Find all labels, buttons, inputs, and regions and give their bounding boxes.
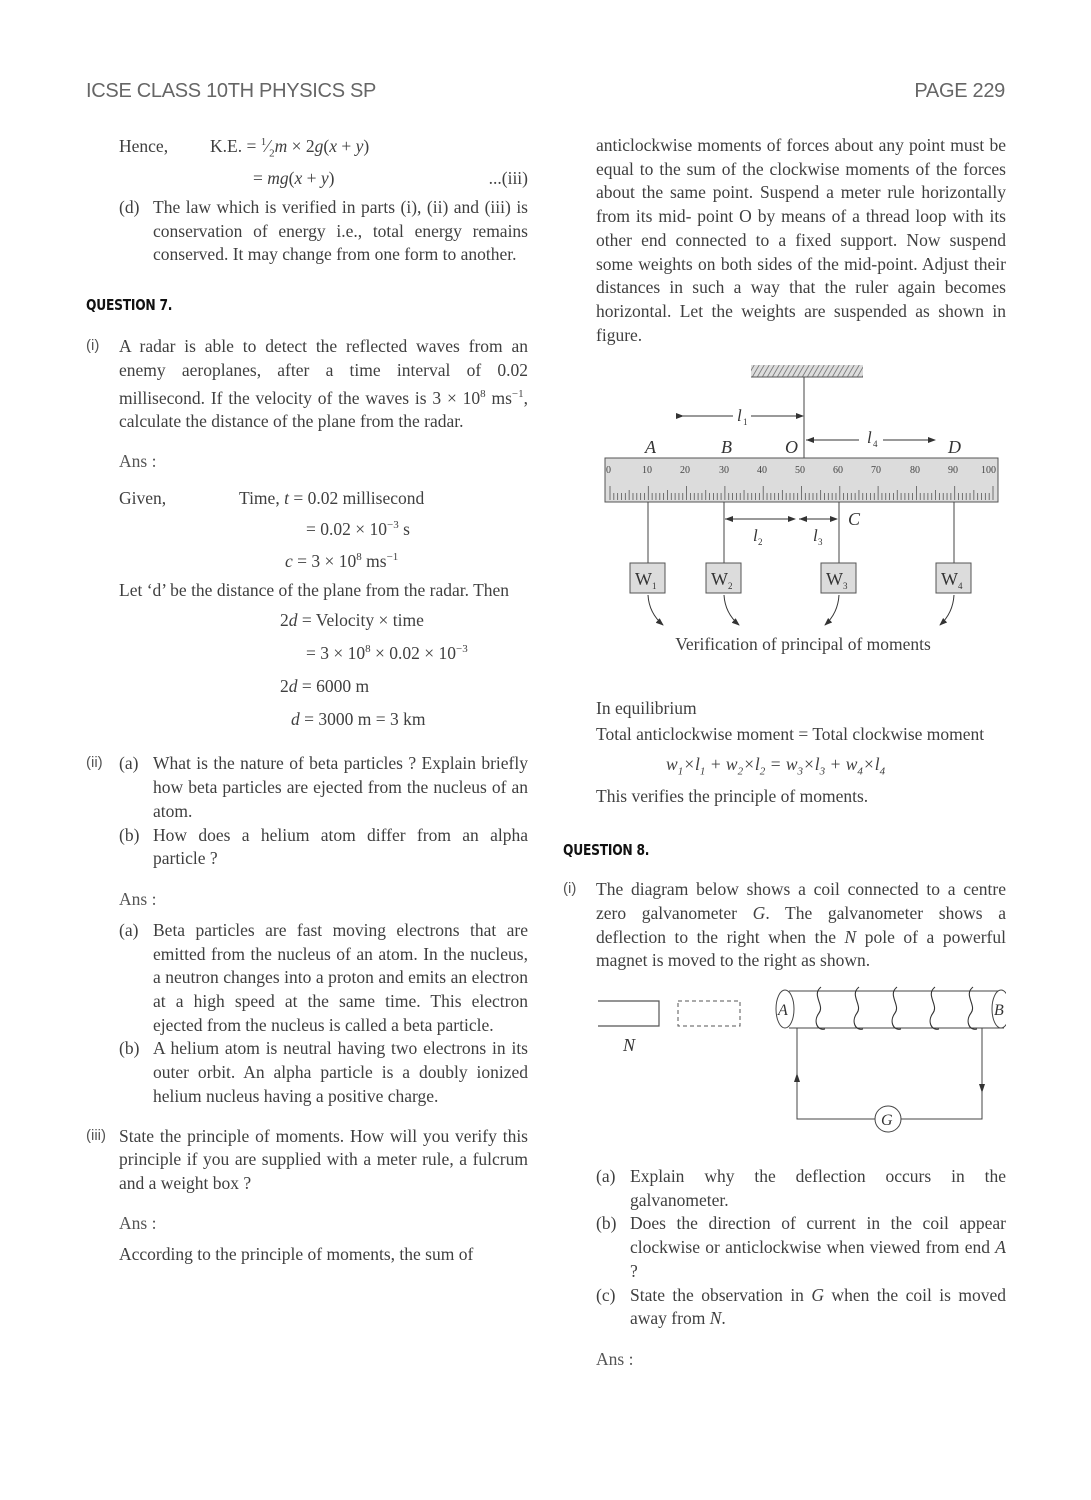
step-4-text: d = 3000 m = 3 km: [291, 709, 426, 730]
svg-text:30: 30: [719, 465, 729, 477]
figure-1-caption: Verification of principal of moments: [675, 634, 931, 655]
svg-text:O: O: [785, 437, 798, 458]
q8-part-c: [596, 1284, 1006, 1331]
svg-text:2: 2: [728, 581, 733, 592]
step-3: [86, 676, 528, 709]
answer-label: [86, 451, 528, 472]
given-velocity: $c = 3 \times 10^8$ $ms^{-1}$: [285, 550, 399, 571]
answer-ii-b-label: (b): [119, 1038, 140, 1059]
given-label: Given,: [119, 487, 167, 508]
ans-label-ii-text: Ans :: [119, 888, 157, 909]
equilibrium-conclusion: This verifies the principle of moments.: [596, 785, 869, 806]
given-line-3: [86, 551, 528, 579]
coil-figure: [563, 985, 1006, 1145]
svg-text:l: l: [867, 428, 872, 448]
let-d-text: [86, 579, 528, 603]
svg-text:3: 3: [843, 581, 848, 592]
given-line-2: [86, 519, 528, 551]
left-column: [86, 134, 528, 1266]
q8-part-b-text: Does the direction of current in the coil appear clockwise or anticlockwise when viewed from end A ?: [630, 1213, 1006, 1281]
part-ii-b-text: How does a helium atom differ from an alpha particle ?: [153, 824, 528, 869]
step-1: [86, 610, 528, 643]
q8-part-c-label: (c): [596, 1284, 616, 1305]
ans-label-text: Ans :: [119, 450, 157, 471]
page-number: PAGE 229: [914, 80, 1005, 102]
ke-line-1: K.E. = $^1⁄_2m \times 2g(x + y)$: [210, 136, 370, 160]
part-ii-a-label: (a): [119, 753, 139, 774]
svg-text:0: 0: [606, 465, 611, 477]
svg-text:C: C: [848, 509, 861, 530]
answer-label-iii: [86, 1213, 528, 1234]
part-ii-label: (ii): [86, 754, 103, 772]
question-8-heading: QUESTION 8.: [563, 841, 650, 860]
svg-text:1: 1: [743, 417, 748, 428]
answer-iii-start: [86, 1243, 528, 1267]
svg-text:W: W: [826, 569, 843, 590]
equilibrium-block: [563, 695, 1006, 808]
svg-text:N: N: [623, 1035, 636, 1056]
svg-text:B: B: [994, 1002, 1004, 1020]
svg-text:B: B: [721, 437, 732, 458]
ans-label-q8-text: Ans :: [596, 1348, 634, 1369]
step-4: [86, 709, 528, 742]
part-i-text: A radar is able to detect the reflected waves from an enemy aeroplanes, after a time interval of 0.02 millisecond. If the velocity of the waves is $3 \times 10^8$ $ms^{-1}$, calculate the distance of the plane from the radar.: [119, 336, 528, 432]
q8-part-a-label: (a): [596, 1166, 616, 1187]
coil-galvanometer-diagram: [563, 985, 1006, 1145]
svg-text:4: 4: [873, 439, 878, 450]
q8-part-i-label: (i): [563, 880, 577, 898]
svg-text:l: l: [737, 406, 742, 426]
q8-part-b-label: (b): [596, 1213, 617, 1234]
svg-text:W: W: [635, 569, 652, 590]
answer-ii-a-text: Beta particles are fast moving electrons that are emitted from the nucleus of an atom. In the nucleus, a neutron changes into a proton and emits an electron at a high speed at the same time. This electron ejected from the nucleus is called a beta particle.: [153, 919, 528, 1035]
moments-equation: $w_1\times l_1 + w_2\times l_2 = w_3\times l_3 + w_4\times l_4$: [666, 754, 886, 778]
answer-ii-a-label: (a): [119, 919, 139, 940]
ans-label-iii-text: Ans :: [119, 1212, 157, 1233]
q8-part-a: [596, 1165, 1006, 1212]
step-3-text: 2d = 6000 m: [280, 676, 370, 697]
svg-text:70: 70: [871, 465, 881, 477]
step-2: [86, 643, 528, 676]
svg-text:2: 2: [758, 537, 763, 548]
part-ii-b-label: (b): [119, 824, 140, 845]
ke-equation-line-1: [86, 134, 528, 166]
right-column: [563, 134, 1006, 1370]
answer-label-q8: [563, 1349, 1006, 1370]
svg-text:50: 50: [795, 465, 805, 477]
ke-line-2: = mg(x + y): [253, 168, 335, 188]
given-time: Time, t = 0.02 millisecond: [239, 487, 425, 508]
svg-text:A: A: [778, 1002, 788, 1020]
svg-text:90: 90: [948, 465, 958, 477]
given-time-seconds: = $0.02 \times 10^{-3}$ s: [306, 518, 410, 539]
part-d-label: (d): [119, 197, 140, 217]
q8-part-a-text: Explain why the deflection occurs in the galvanometer.: [630, 1166, 1006, 1210]
equilibrium-line-1: In equilibrium: [596, 698, 697, 719]
part-i-label: (i): [86, 337, 100, 355]
part-ii-b: [86, 824, 528, 871]
answer-ii-b-text: A helium atom is neutral having two electrons in its outer orbit. An alpha particle is a doubly ionized helium nucleus having a positive charge.: [153, 1038, 528, 1106]
question-7-heading: QUESTION 7.: [86, 296, 173, 315]
part-d: [86, 196, 528, 267]
moments-continuation-text: anticlockwise moments of forces about any point must be equal to the sum of the clockwise moments of the forces about the same point. Suspend a meter rule horizontally from its mid- point O by means of a thread loop with its other end connected to a fixed support. Now suspend some weights on both sides of the mid-point. Adjust their distances in such a way that the ruler again becomes horizontal. Let the weights are suspended as shown in figure.: [596, 135, 1006, 345]
ke-equation-line-2: [86, 166, 528, 196]
question-7-part-iii: [86, 1125, 528, 1196]
part-iii-text: State the principle of moments. How will you verify this principle if you are supplied with a meter rule, a fulcrum and a weight box ?: [119, 1125, 528, 1193]
svg-text:80: 80: [910, 465, 920, 477]
answer-label-ii: [86, 889, 528, 910]
equation-tag: ...(iii): [488, 168, 528, 188]
answer-iii-start-text: According to the principle of moments, the sum of: [119, 1243, 474, 1264]
svg-text:60: 60: [833, 465, 843, 477]
q8-part-c-text: State the observation in G when the coil is moved away from N.: [630, 1284, 1006, 1329]
svg-text:W: W: [941, 569, 958, 590]
part-iii-label: (iii): [86, 1126, 106, 1144]
q8-parts: [563, 1165, 1006, 1331]
meter-rule-diagram: [563, 355, 1006, 655]
svg-text:G: G: [881, 1112, 893, 1130]
part-d-text: The law which is verified in parts (i), (ii) and (iii) is conservation of energy i.e., total energy remains conserved. It may change from one form to another.: [153, 197, 528, 265]
question-8-part-i: [563, 878, 1006, 973]
let-d-paragraph: Let ‘d’ be the distance of the plane from the radar. Then: [119, 579, 510, 600]
svg-text:100: 100: [981, 465, 996, 477]
given-line-1: [86, 486, 528, 519]
svg-text:20: 20: [680, 465, 690, 477]
running-header-title: ICSE CLASS 10TH PHYSICS SP: [86, 80, 377, 102]
svg-text:40: 40: [757, 465, 767, 477]
question-7-part-i: [86, 335, 528, 434]
q8-part-b: [596, 1212, 1006, 1283]
svg-text:1: 1: [652, 581, 657, 592]
svg-text:3: 3: [818, 537, 823, 548]
svg-text:D: D: [948, 437, 961, 458]
equilibrium-line-2: Total anticlockwise moment = Total clockwise moment: [596, 724, 985, 745]
q8-part-i-text: The diagram below shows a coil connected to a centre zero galvanometer G. The galvanometer shows a deflection to the right when the N pole of a powerful magnet is moved to the right as shown.: [596, 879, 1006, 971]
step-2-text: = $3 \times 10^8 \times 0.02 \times 10^{-3}$: [306, 643, 468, 664]
svg-text:W: W: [711, 569, 728, 590]
moments-continuation: [563, 134, 1006, 347]
svg-text:l: l: [813, 526, 818, 546]
part-ii-a: [86, 752, 528, 823]
svg-text:4: 4: [958, 581, 963, 592]
answer-ii-b: [86, 1037, 528, 1108]
step-1-text: 2d = Velocity × time: [280, 610, 424, 631]
svg-text:l: l: [753, 526, 758, 546]
svg-text:10: 10: [642, 465, 652, 477]
moments-figure: [563, 355, 1006, 685]
answer-ii-a: [86, 919, 528, 1038]
part-ii-a-text: What is the nature of beta particles ? Explain briefly how beta particles are ejected from the nucleus of an atom.: [153, 753, 528, 821]
hence-label: Hence,: [119, 136, 169, 156]
svg-text:A: A: [645, 437, 656, 458]
